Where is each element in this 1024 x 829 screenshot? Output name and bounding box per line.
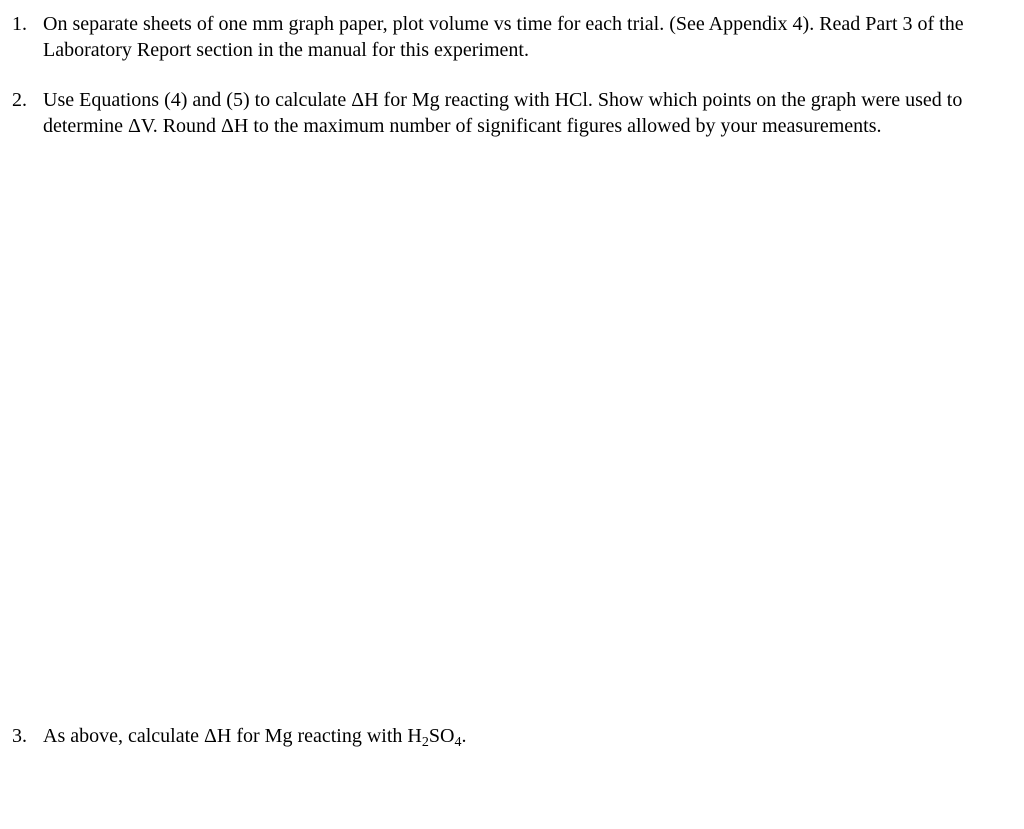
question-text: Use Equations (4) and (5) to calculate ΔH for Mg reacting with HCl. Show which points on the graph were used to determine ΔV. Round ΔH to the maximum number of significant figures allowed by your measurements. bbox=[43, 89, 963, 137]
question-text: On separate sheets of one mm graph paper, plot volume vs time for each trial. (See Appendix 4). Read Part 3 of the Laboratory Report section in the manual for this experiment. bbox=[43, 13, 964, 61]
question-text-part: . bbox=[461, 725, 467, 747]
question-number: 3. bbox=[12, 725, 27, 747]
subscript-2: 2 bbox=[421, 735, 429, 750]
subscript-4: 4 bbox=[454, 735, 462, 750]
question-text-part: As above, calculate ΔH for Mg reacting with H bbox=[43, 725, 422, 747]
question-number: 1. bbox=[12, 13, 27, 35]
question-text bbox=[43, 723, 993, 749]
question-text-part: SO bbox=[428, 725, 455, 747]
question-number: 2. bbox=[12, 89, 27, 111]
